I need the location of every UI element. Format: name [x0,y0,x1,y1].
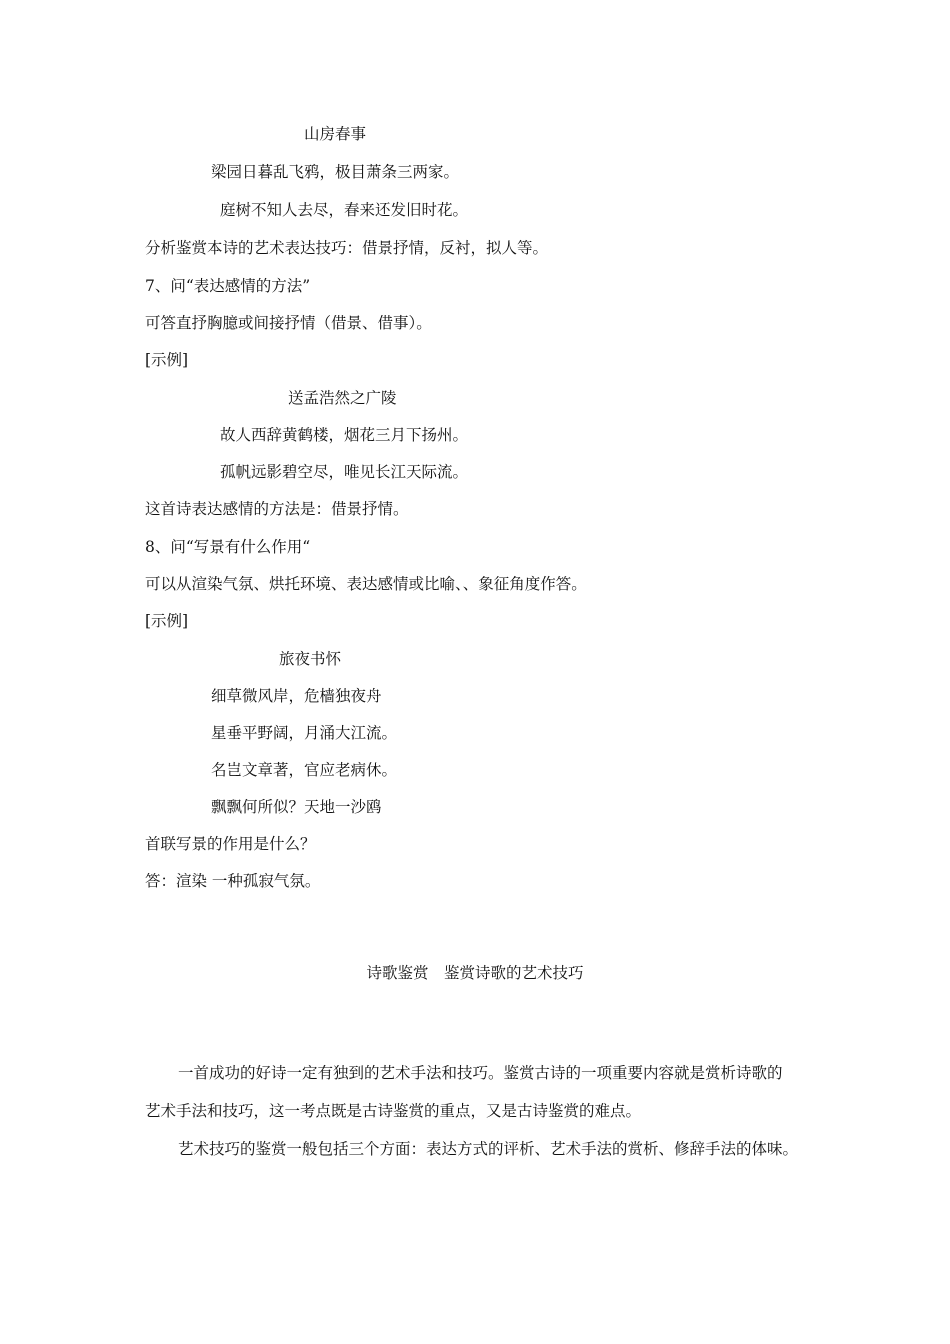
section-para1-line2: 艺术手法和技巧，这一考点既是古诗鉴赏的重点，又是古诗鉴赏的难点。 [145,1102,642,1120]
poem3-line-4: 飘飘何所似？天地一沙鸥 [211,798,382,816]
poem2-line-1: 故人西辞黄鹤楼，烟花三月下扬州。 [220,426,469,444]
section-para2: 艺术技巧的鉴赏一般包括三个方面：表达方式的评析、艺术手法的赏析、修辞手法的体味。 [178,1140,799,1158]
poem3-line-3: 名岂文章著，官应老病休。 [211,761,398,779]
q8-answer: 可以从渲染气氛、烘托环境、表达感情或比喻、、象征角度作答。 [145,575,587,593]
poem3-title: 旅夜书怀 [279,650,342,668]
q7-example-label: [示例] [145,351,189,369]
poem1-line-1: 梁园日暮乱飞鸦，极目萧条三两家。 [211,163,460,181]
poem1-title: 山房春事 [304,125,367,143]
poem2-line-2: 孤帆远影碧空尽，唯见长江天际流。 [220,463,469,481]
q8-example-label: [示例] [145,612,189,630]
analysis2-text: 这首诗表达感情的方法是：借景抒情。 [145,500,409,518]
q7-heading: 7、问“表达感情的方法” [145,277,311,295]
q7-answer: 可答直抒胸臆或间接抒情（借景、借事）。 [145,314,432,332]
poem2-title: 送孟浩然之广陵 [288,389,397,407]
question3-text: 首联写景的作用是什么？ [145,835,316,853]
section-title: 诗歌鉴赏 鉴赏诗歌的艺术技巧 [366,964,584,982]
poem3-line-1: 细草微风岸，危樯独夜舟 [211,687,382,705]
answer3-text: 答：渲染 一种孤寂气氛。 [145,872,321,890]
section-para1-line1: 一首成功的好诗一定有独到的艺术手法和技巧。鉴赏古诗的一项重要内容就是赏析诗歌的 [178,1064,783,1082]
poem3-line-2: 星垂平野阔，月涌大江流。 [211,724,398,742]
poem1-line-2: 庭树不知人去尽，春来还发旧时花。 [220,201,469,219]
analysis1-text: 分析鉴赏本诗的艺术表达技巧：借景抒情，反衬，拟人等。 [145,239,549,257]
q8-heading: 8、问“写景有什么作用“ [145,538,311,556]
